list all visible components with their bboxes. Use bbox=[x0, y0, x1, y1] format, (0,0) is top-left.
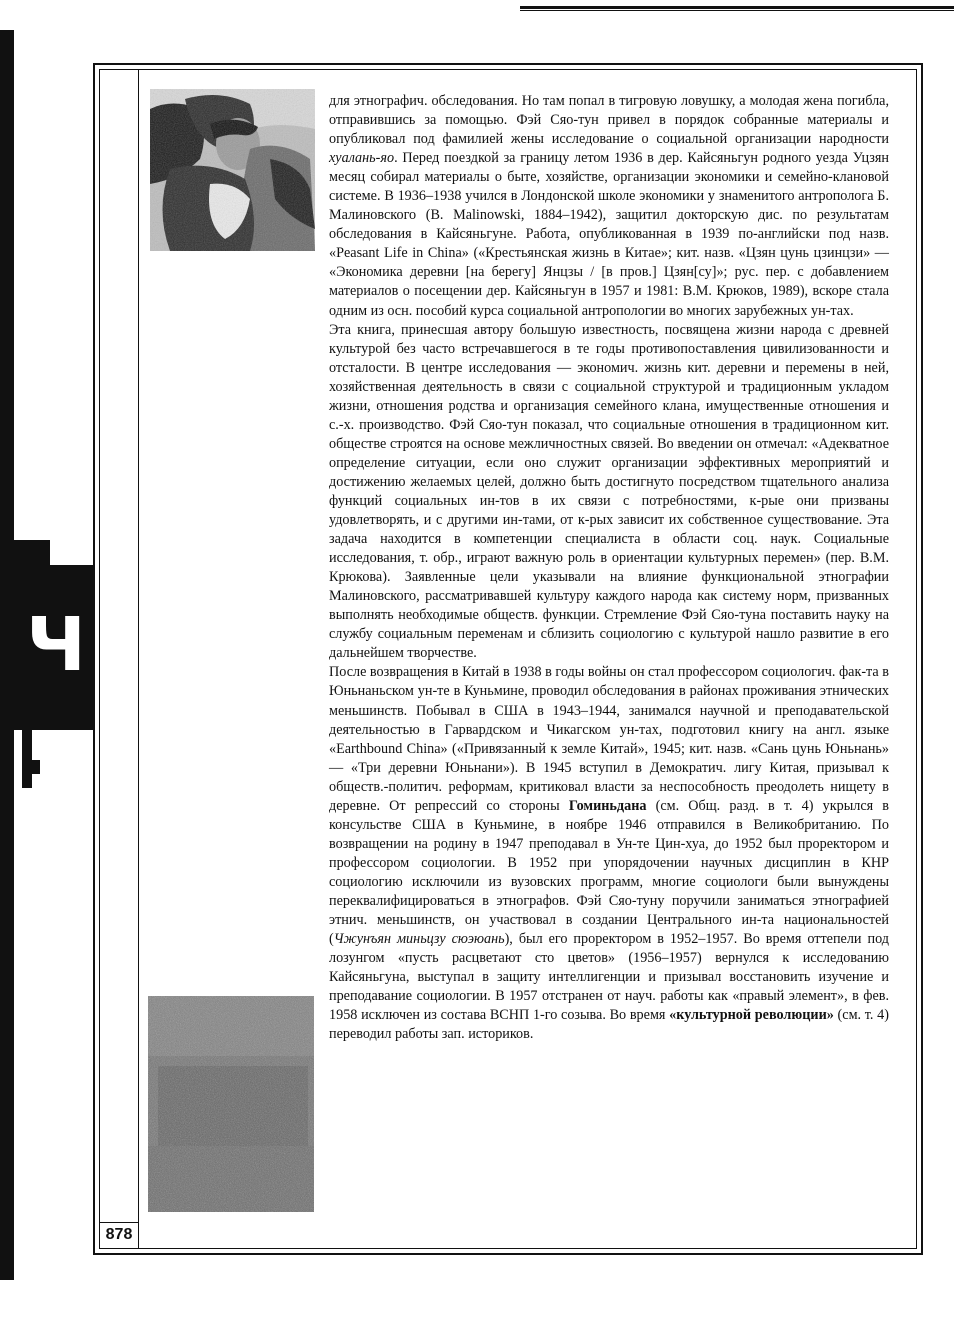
top-rule bbox=[520, 6, 954, 9]
portrait-photo bbox=[150, 89, 315, 251]
italic-term: Чжунъян миньцзу сюэюань bbox=[333, 931, 505, 948]
margin-column bbox=[99, 69, 139, 1249]
paragraph: для этнографич. обследования. Но там попал в тигровую ловушку, а молодая жена погибла, отправившись за помощью. Фэй Сяо-тун привел в порядок собранные материалы и опубликовал под фамилией жены исследование о социальной организации народности хуалань-яо. Перед поездкой за границу летом 1936 в дер. Кайсяньгун родного уезда Уцзян месяц собирал материалы о быте, хозяйстве, организации экономики и семейно-клановой системе. В 1936–1938 учился в Лондонской школе экономики у знаменитого антрополога Б. Малиновского (B. Malinowski, 1884–1942), защитил докторскую дис. по результатам обследования в Кайсяньгуне. Работа, опубликованная в 1939 по-английски под назв. «Peasant Life in China» («Крестьянская жизнь в Китае»; кит. назв. «Цзян цунь цзинцзи» — «Экономика деревни [на берегу] Янцзы / [в пров.] Цзян[су]»; рус. пер. с добавлением материалов о посещении дер. Кайсяньгун в 1957 и 1981: В.М. Крюков, 1989), вскоре стала одним из осн. пособий курса социальной антропологии во многих зарубежных ун-тах. bbox=[329, 93, 889, 319]
italic-term: хуалань-яо bbox=[329, 150, 395, 167]
spine-mark bbox=[28, 760, 40, 774]
paragraph: После возвращения в Китай в 1938 в годы войны он стал профессором социологич. фак-та в Юньнаньском ун-те в Куньмине, проводил обследования в районах проживания этнических меньшинств. Побывал в США в 1943–1944, занимался научной и преподавательской деятельностью в Гарвардском и Чикагском ун-тах, подготовил книгу на англ. языке «Earthbound China» («Привязанный к земле Китай», 1945; кит. назв. «Сань цунь Юньнань» — «Три деревни Юньнани»). В 1945 вступил в Демократич. лигу Китая, призывал к обществ.-политич. реформам, критиковал власти за неспособность преодолеть нищету в деревне. От репрессий со стороны Гоминьдана (см. Общ. разд. в т. 4) укрылся в консульстве США в Куньмине, в ноябре 1946 отправился в Великобританию. По возвращении на родину в 1947 преподавал в Ун-те Цин-хуа, до 1952 был проректором и профессором социологии. В 1952 при упорядочении научных дисциплин в КНР социологию исключили из вузовских программ, многие социологи были вынуждены переквалифицироваться в этнографов. Фэй Сяо-туну поручили заниматься этнографией этнич. меньшинств, он участвовал в создании Центрального ин-та национальностей (Чжунъян миньцзу сюэюань), был его проректором в 1952–1957. Во время оттепели под лозунгом «пусть расцветают сто цветов» (1956–1957) вернулся к исследованию Кайсяньгуна, выступал в защиту интеллигенции и призывал восстановить изучение и преподавание социологии. В 1957 отстранен от науч. работы как «правый элемент», в фев. 1958 исключен из состава ВСНП 1-го созыва. Во время «культурной революции» (см. т. 4) переводил работы зап. историков. bbox=[329, 664, 889, 1043]
thumb-tab-letter: Ч bbox=[26, 602, 86, 688]
article-body bbox=[329, 92, 889, 1044]
page-number: 878 bbox=[105, 1226, 133, 1243]
portrait-photo-image bbox=[150, 89, 315, 251]
cross-reference-term: «культурной революции» bbox=[669, 1007, 834, 1024]
paragraph: Эта книга, принесшая автору большую известность, посвящена жизни народа с древней культурой без часто встречавшегося в те годы противопоставления цивилизованности и отсталости. В центре исследования — экономич. жизнь кит. деревни и перемены в ней, хозяйственная деятельность в связи с социальной структурой и традиционным укладом жизни, отношения родства и организация семейного клана, имущественные отношения и с.-х. производство. Фэй Сяо-тун показал, что социальные отношения в традиционном кит. обществе строятся на основе межличностных связей. Во введении он отмечал: «Адекватное определение ситуации, если оно служит организации эффективных мероприятий и достижению желаемых целей, должно быть достигнуто посредством тщательного анализа функций социальных ин-тов в их связи с потребностями, к-рые они призваны удовлетворять, и с другими ин-тами, от к-рых зависит их собственное существование. Эта задача находится в компетенции специалиста в области соц. наук. Социальные исследования, т. обр., играют важную роль в ориентации культурных перемен» (пер. В.М. Крюкова). Заявленные цели указывали на влияние функциональной этнографии Малиновского, рассматривавшей культуру каждого народа как систему норм, призванных выполнять необходимые обществ. функции. Стремление Фэй Сяо-туна поставить науку на службу социальным переменам и сблизить социологию с культурой нашло развитие в его дальнейшем творчестве. bbox=[329, 321, 889, 662]
cross-reference-term: Гоминьдана bbox=[568, 797, 647, 814]
archival-photo-image bbox=[148, 996, 314, 1212]
top-rule-thin bbox=[520, 10, 954, 11]
archival-photo bbox=[148, 996, 314, 1212]
spine-mark bbox=[22, 728, 32, 788]
